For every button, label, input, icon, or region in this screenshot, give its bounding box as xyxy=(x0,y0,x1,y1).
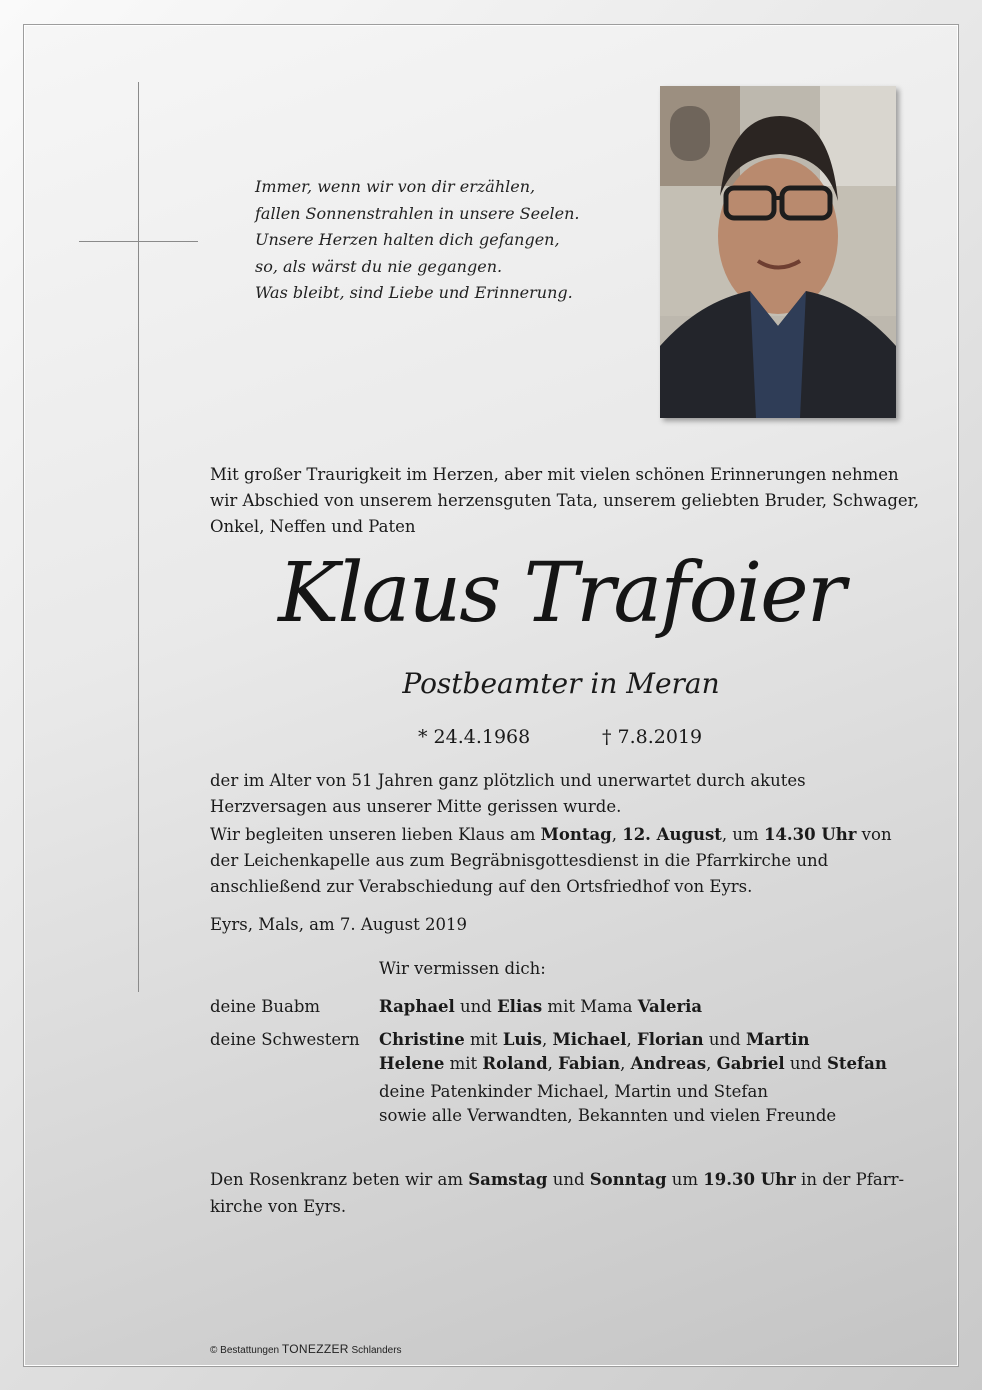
mourner-name: Luis xyxy=(502,1030,542,1049)
rosary-day: Sonntag xyxy=(589,1170,667,1189)
funeral-home-brand: TONEZZER xyxy=(281,1342,349,1356)
mourner-name: Fabian xyxy=(558,1054,621,1073)
mourner-name: Florian xyxy=(637,1030,704,1049)
relation-label-sons: deine Buabm xyxy=(210,997,321,1016)
portrait-photo xyxy=(660,86,896,418)
poem-line: Was bleibt, sind Liebe und Erinnerung. xyxy=(255,283,573,302)
funeral-date: 12. August xyxy=(622,825,722,844)
text-span: , um xyxy=(721,825,764,844)
mourner-name: Roland xyxy=(482,1054,548,1073)
poem-line: Immer, wenn wir von dir erzählen, xyxy=(255,177,536,196)
death-date: † 7.8.2019 xyxy=(602,726,703,748)
mourner-name: Helene xyxy=(379,1054,445,1073)
mourner-name: Elias xyxy=(497,997,543,1016)
relation-line-godchildren: deine Patenkinder Michael, Martin und Stefan xyxy=(379,1082,768,1101)
text-span: , xyxy=(541,1030,553,1049)
miss-you-heading: Wir vermissen dich: xyxy=(379,959,546,978)
relation-line-sister-2 xyxy=(379,1052,887,1076)
relation-label-sisters: deine Schwestern xyxy=(210,1030,360,1049)
funeral-home-credit xyxy=(210,1342,402,1356)
text-span: in der Pfarrkirche von Eyrs. xyxy=(210,1170,905,1216)
text-span: mit Mama xyxy=(542,997,638,1016)
birth-date: * 24.4.1968 xyxy=(418,726,531,748)
cross-horizontal-bar xyxy=(79,241,198,242)
mourner-name: Michael xyxy=(552,1030,627,1049)
text-span: um xyxy=(666,1170,704,1189)
text-span: Wir begleiten unseren lieben Klaus am xyxy=(210,825,541,844)
text-span: und xyxy=(703,1030,746,1049)
memorial-poem xyxy=(255,174,645,307)
text-span: , xyxy=(626,1030,638,1049)
mourner-name: Martin xyxy=(745,1030,810,1049)
mourner-name: Andreas xyxy=(630,1054,707,1073)
cross-vertical-bar xyxy=(138,82,139,992)
death-description: der im Alter von 51 Jahren ganz plötzlich und unerwartet durch akutes Herzversagen aus unserer Mitte gerissen wurde. xyxy=(210,771,806,816)
place-and-date: Eyrs, Mals, am 7. August 2019 xyxy=(210,915,467,934)
mourner-name: Valeria xyxy=(637,997,703,1016)
text-span: mit xyxy=(444,1054,483,1073)
text-span: © Bestattungen xyxy=(210,1345,282,1356)
rosary-notice xyxy=(210,1166,925,1220)
funeral-details xyxy=(210,822,925,900)
relation-line-sister-1 xyxy=(379,1028,810,1052)
intro-text: Mit großer Traurigkeit im Herzen, aber mit vielen schönen Erinnerungen nehmen wir Abschied von unserem herzensguten Tata, unserem geliebten Bruder, Schwager, Onkel, Neffen und Paten xyxy=(210,465,919,536)
text-span: und xyxy=(454,997,498,1016)
rosary-time: 19.30 Uhr xyxy=(703,1170,796,1189)
portrait-illustration xyxy=(660,86,896,418)
text-span: von der Leichenkapelle aus zum Begräbnisgottesdienst in die Pfarrkirche und anschließend zur Verabschiedung auf den Ortsfriedhof von Eyrs. xyxy=(210,825,892,896)
occupation: Postbeamter in Meran xyxy=(402,667,720,700)
text-span: , xyxy=(611,825,623,844)
text-span: und xyxy=(547,1170,590,1189)
text-span: , xyxy=(706,1054,717,1073)
funeral-time: 14.30 Uhr xyxy=(763,825,857,844)
text-span: , xyxy=(620,1054,631,1073)
rosary-day: Samstag xyxy=(468,1170,548,1189)
text-span: mit xyxy=(464,1030,503,1049)
relation-line-sons xyxy=(379,995,702,1019)
mourner-name: Stefan xyxy=(827,1054,887,1073)
poem-line: Unsere Herzen halten dich gefangen, xyxy=(255,230,560,249)
poem-line: fallen Sonnenstrahlen in unsere Seelen. xyxy=(255,203,580,223)
text-span: und xyxy=(784,1054,827,1073)
relation-line-relatives: sowie alle Verwandten, Bekannten und vielen Freunde xyxy=(379,1106,837,1125)
funeral-day: Montag xyxy=(540,825,612,844)
mourner-name: Christine xyxy=(379,1030,465,1049)
deceased-name: Klaus Trafoier xyxy=(278,546,844,641)
mourner-name: Raphael xyxy=(379,997,455,1016)
text-span: Schlanders xyxy=(348,1345,402,1356)
text-span: , xyxy=(547,1054,559,1073)
mourner-name: Gabriel xyxy=(716,1054,785,1073)
poem-line: so, als wärst du nie gegangen. xyxy=(255,256,503,276)
text-span: Den Rosenkranz beten wir am xyxy=(210,1170,469,1189)
